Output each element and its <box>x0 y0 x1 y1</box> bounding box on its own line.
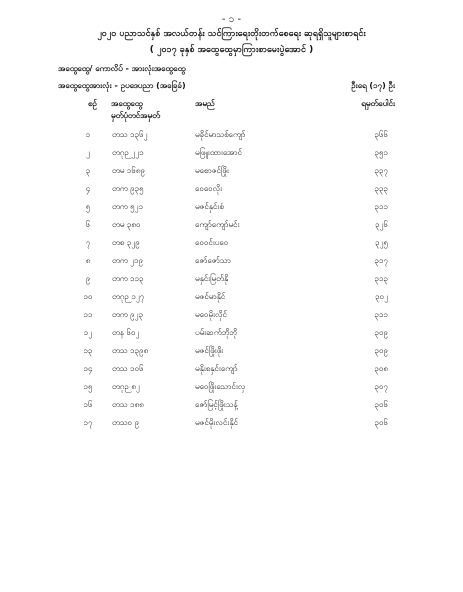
row-score: ၃၀၆ <box>374 400 388 409</box>
row-score: ၃၁၁ <box>374 202 388 211</box>
row-name: မဝေဖြိုးသောင်းလှ <box>195 382 246 391</box>
row-serial: ၃ <box>85 166 91 175</box>
row-serial: ၁၁ <box>83 310 93 319</box>
row-score: ၃၅၁ <box>374 148 388 157</box>
row-score: ၃၃၃ <box>374 184 388 193</box>
table-row <box>0 381 463 399</box>
row-registration-id: တဂုဉ ၈၂ <box>112 382 140 391</box>
row-name: ဝေဝေလိုး <box>195 184 223 193</box>
row-name: မဇင်မာနိုင် <box>195 292 226 301</box>
row-serial: ၅ <box>85 202 91 211</box>
row-serial: ၁၂ <box>83 328 93 337</box>
row-name: ဇော်ဇော်သာ <box>195 256 231 265</box>
row-registration-id: တမ ၃၈၀ <box>112 220 141 229</box>
row-score: ၃၀၉ <box>374 328 388 337</box>
row-name: ဇော်မြင့်ဖြိုးသန့် <box>195 400 238 409</box>
row-name: ပမ်းဆက်ဘိုဘို <box>195 328 238 337</box>
row-serial: ၁၄ <box>83 364 93 373</box>
row-serial: ၁၅ <box>83 382 93 391</box>
row-registration-id: တသ ၁၃၆၂ <box>112 130 148 139</box>
row-score: ၃၁၇ <box>374 256 388 265</box>
row-score: ၃၆၆ <box>374 130 388 139</box>
table-row <box>0 201 463 219</box>
row-registration-id: တက ၁၁၃ <box>112 274 144 283</box>
row-registration-id: တက ၉၃၅ <box>112 184 144 193</box>
row-score: ၃၂၆ <box>375 220 388 229</box>
page-number: - ၁ - <box>221 14 242 25</box>
document-subtitle: ( ၂၀၁၇ ခုနှစ် အထွေထွေမှာကြားစာမေးပွဲအောင် ) <box>149 45 314 55</box>
row-serial: ၈ <box>85 256 91 265</box>
table-row <box>0 219 463 237</box>
table-row <box>0 399 463 417</box>
total-count: ဦးရေ (၁၇) ဦး <box>351 81 395 90</box>
table-row <box>0 363 463 381</box>
header-score: ရမှတ်ပေါင်း <box>361 99 395 108</box>
row-name: မနှင်းမြတ်နို <box>195 274 229 283</box>
row-registration-id: တန ၆၀၂ <box>112 328 140 337</box>
row-score: ၃၂၅ <box>375 238 388 247</box>
row-registration-id: တက ၅၂၁ <box>112 202 144 211</box>
table-row <box>0 237 463 255</box>
header-registration-id: အထွေထွေမှတ်ပုံတင်အမှတ် <box>111 99 160 120</box>
row-registration-id: တသ ၁၀၆ <box>112 364 144 373</box>
row-registration-id: တဂုဉ ၂၂၁ <box>112 148 144 157</box>
row-score: ၃၀၂ <box>375 292 388 301</box>
row-serial: ၁ <box>85 130 91 139</box>
document-title: ၂၀၂၀ ပညာသင်နှစ် အလယ်တန်း သင်ကြားရေးတိုးတက်စေရေး ဆုရရှိသူများစာရင်း <box>97 29 366 39</box>
table-row <box>0 183 463 201</box>
row-serial: ၁၇ <box>83 418 93 427</box>
table-row <box>0 129 463 147</box>
table-row <box>0 273 463 291</box>
row-serial: ၂ <box>86 148 90 157</box>
table-row <box>0 417 463 435</box>
row-name: မဖြူးထားအောင် <box>195 148 242 157</box>
row-score: ၃၃၇ <box>374 166 388 175</box>
row-registration-id: တသ ၁၃၉၈ <box>112 346 149 355</box>
row-name: မဇင်မိုးလင်းနိုင် <box>195 418 238 427</box>
row-registration-id: တက ၂၁၉ <box>112 256 144 265</box>
table-row <box>0 291 463 309</box>
row-serial: ၉ <box>85 274 91 283</box>
category-line: အထွေထွေ/ ကောလိပ် - အားလုံးအထွေထွေ <box>58 64 186 73</box>
row-registration-id: တသ၀ ၉ <box>112 418 140 427</box>
row-name: မဝေမိုးလိုင် <box>195 310 227 319</box>
row-name: မနိုးစနှင်းကျော် <box>195 364 238 373</box>
row-score: ၃၁၃ <box>374 274 388 283</box>
row-name: မခိုင်မာသစ်ကျော် <box>195 130 246 139</box>
row-name: ဝေဝင်းပဝေ <box>195 238 229 247</box>
row-name: ကျော်ကျော်မင်း <box>195 220 240 229</box>
row-score: ၃၁၁ <box>374 310 388 319</box>
row-registration-id: တသ ၁၈၈ <box>112 400 144 409</box>
row-registration-id: တမ ၁၆၈၉ <box>112 166 145 175</box>
row-name: မစောဇင်ဖြိုး <box>195 166 229 175</box>
table-row <box>0 165 463 183</box>
row-serial: ၁၃ <box>83 346 93 355</box>
row-score: ၃၀၉ <box>374 346 388 355</box>
row-score: ၃၀၈ <box>374 364 388 373</box>
row-name: မဇင်ဖြိုးဖိုး <box>195 346 224 355</box>
row-registration-id: တဂုဉ ၁၂၇ <box>112 292 145 301</box>
row-serial: ၁၆ <box>83 400 93 409</box>
table-row <box>0 309 463 327</box>
header-serial: စဉ် <box>88 99 97 108</box>
row-score: ၃၀၆ <box>374 418 388 427</box>
row-registration-id: တစ ၃၂၉ <box>112 238 140 247</box>
header-name: အမည် <box>195 99 215 108</box>
row-registration-id: တက ၉၂၃ <box>112 310 144 319</box>
subject-line: အထွေထွေအားလုံး - ဥပဒေပညာ (အခြေခံ) <box>58 81 186 90</box>
table-row <box>0 147 463 165</box>
table-row <box>0 345 463 363</box>
row-serial: ၆ <box>85 220 91 229</box>
row-serial: ၄ <box>85 184 91 193</box>
row-serial: ၁၀ <box>83 292 93 301</box>
row-score: ၃၀၇ <box>374 382 388 391</box>
table-row <box>0 327 463 345</box>
table-row <box>0 255 463 273</box>
row-serial: ၇ <box>85 238 91 247</box>
row-name: မဇင်နှင်းစံ <box>195 202 224 211</box>
